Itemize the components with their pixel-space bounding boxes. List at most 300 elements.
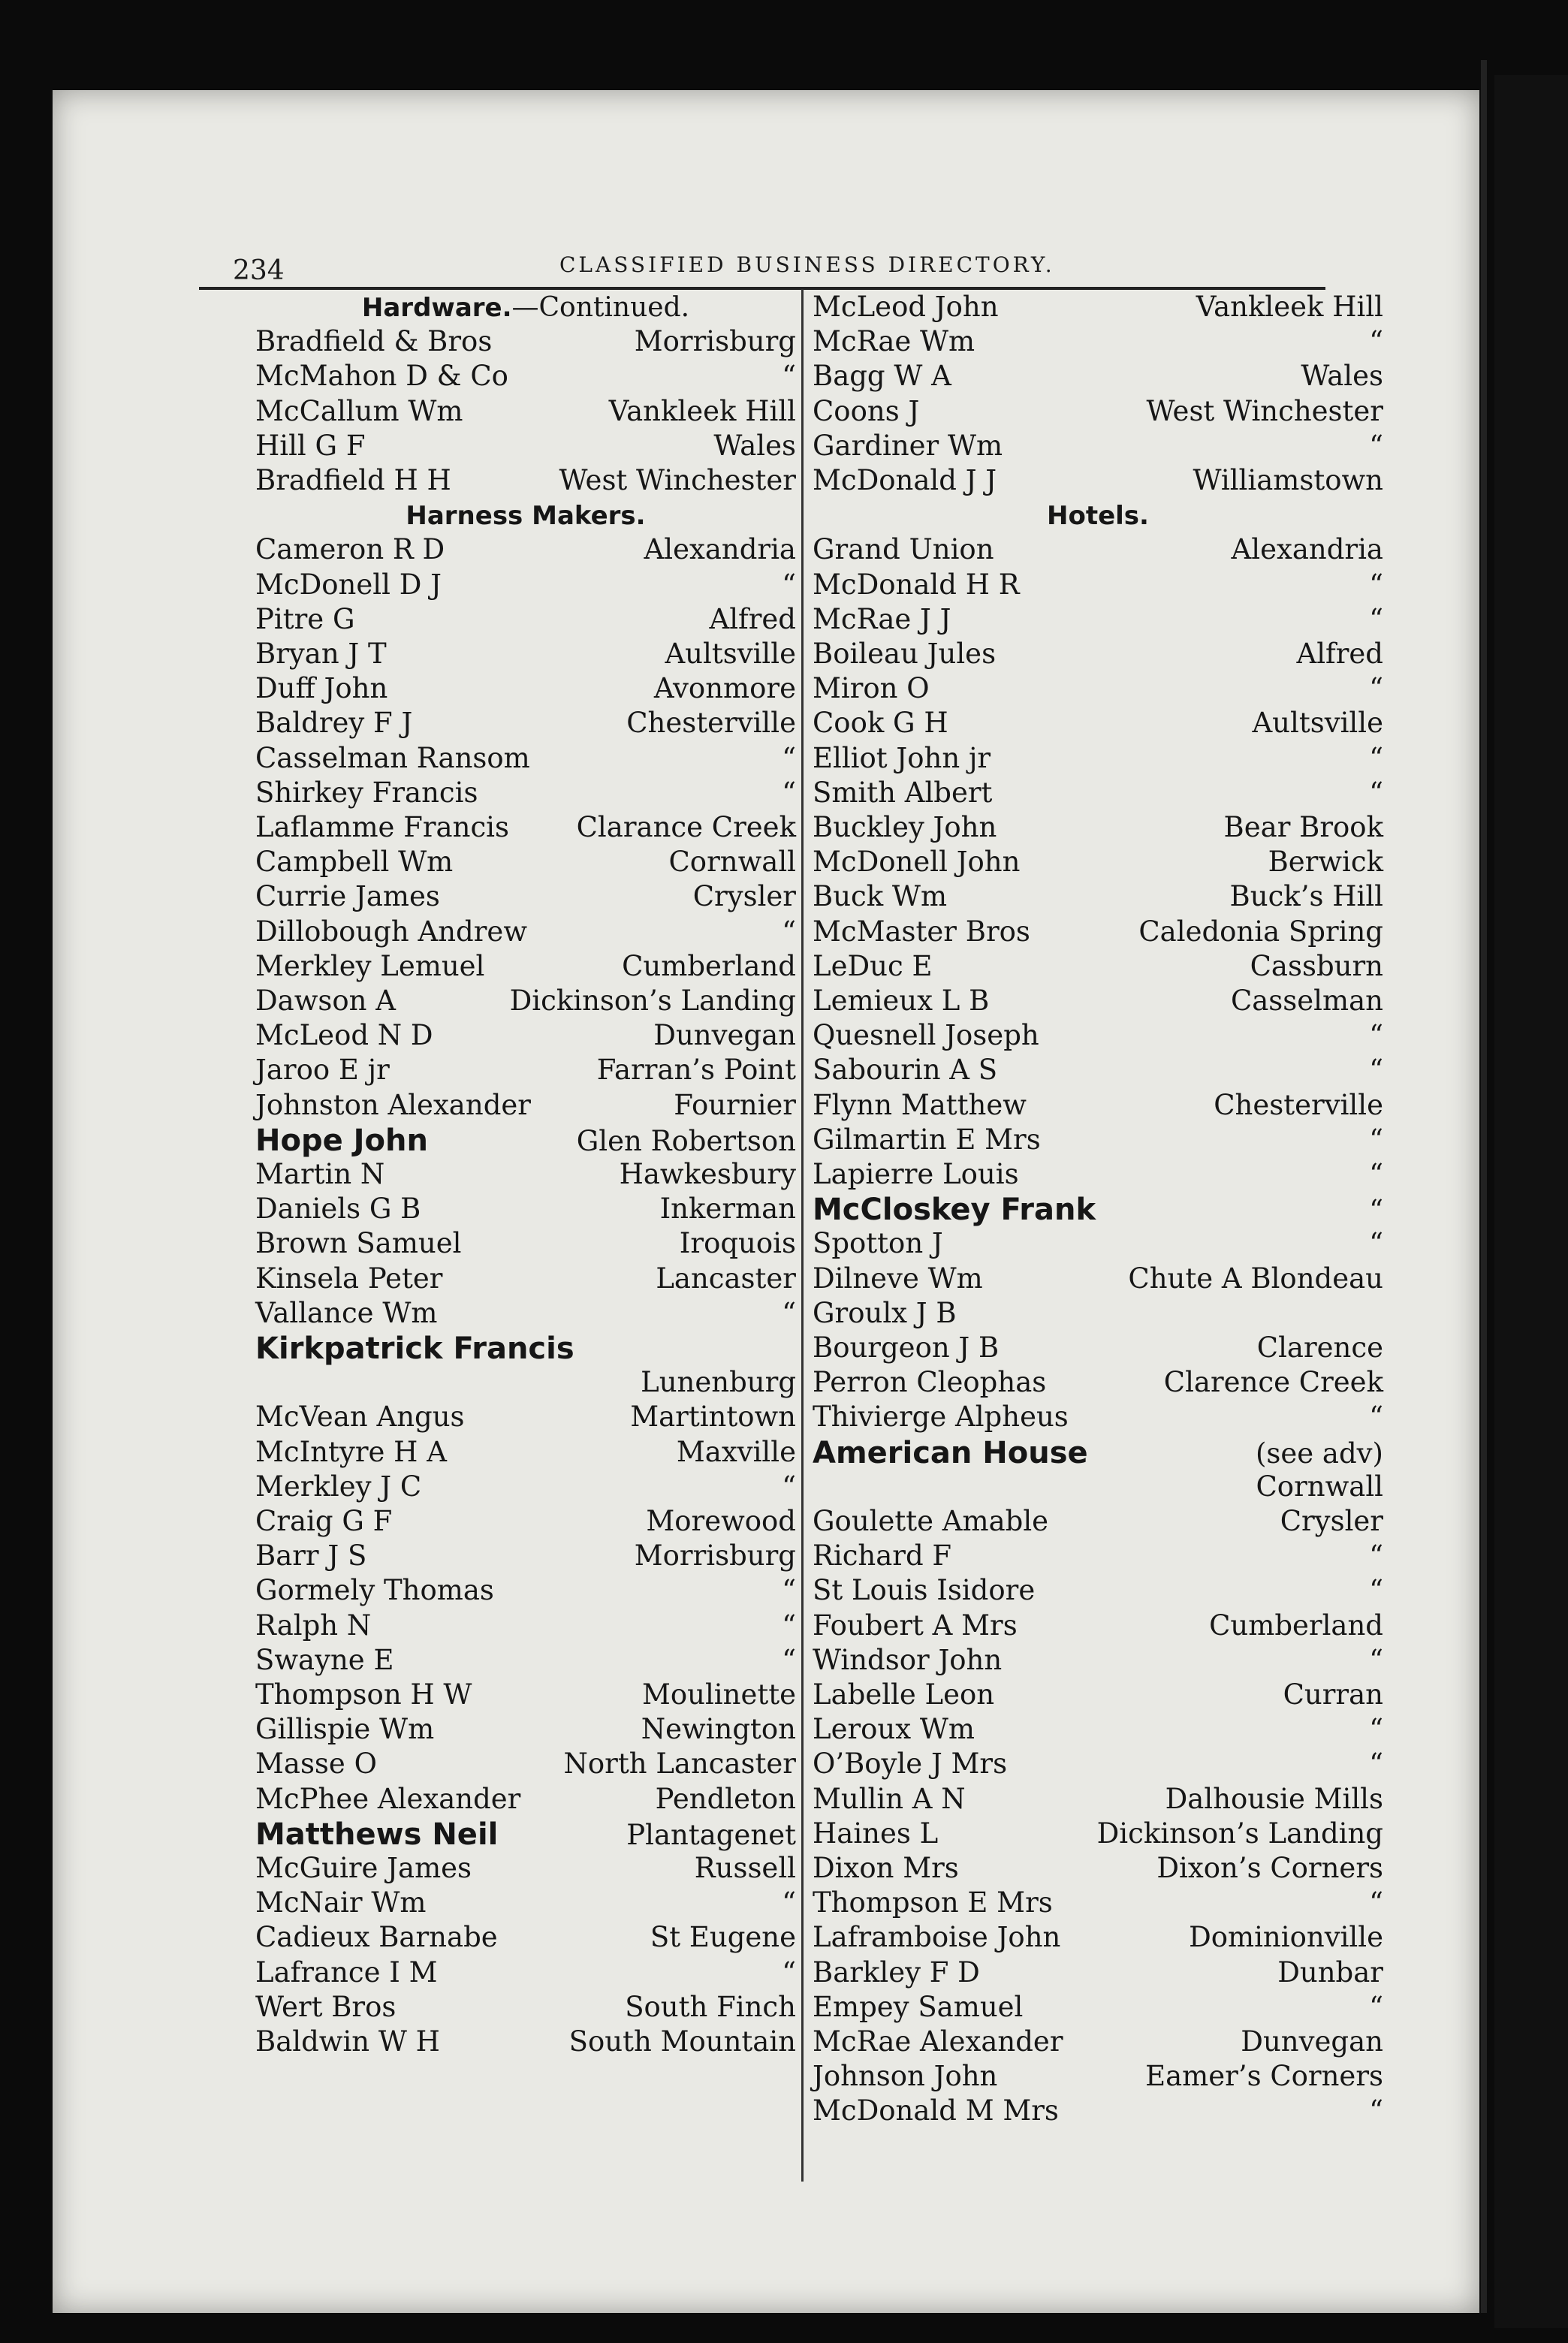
entry-location: “: [782, 1956, 796, 1989]
directory-entry: [255, 1195, 796, 1229]
entry-location: Morewood: [646, 1505, 796, 1537]
entry-name: McMahon D & Co: [255, 360, 508, 392]
entry-location: “: [1369, 1054, 1383, 1086]
entry-location: Cornwall: [1256, 1470, 1383, 1503]
entry-name: Campbell Wm: [255, 846, 454, 878]
directory-entry: [813, 1886, 1383, 1923]
entry-name: Miron O: [813, 672, 930, 704]
entry-name: Currie James: [255, 880, 440, 912]
entry-location: Martintown: [630, 1401, 796, 1433]
entry-name: Sabourin A S: [813, 1054, 998, 1086]
entry-name: Windsor John: [813, 1644, 1003, 1676]
directory-entry: [813, 987, 1383, 1021]
entry-location: Eamer’s Corners: [1145, 2060, 1383, 2092]
entry-location: Iroquois: [679, 1227, 796, 1259]
entry-name: Laflamme Francis: [255, 811, 509, 843]
entry-name: Elliot John jr: [813, 742, 991, 774]
entry-name: Thivierge Alpheus: [813, 1401, 1069, 1433]
entry-name: Gardiner Wm: [813, 430, 1003, 462]
entry-name: Buckley John: [813, 811, 997, 843]
entry-name: Smith Albert: [813, 776, 993, 809]
directory-entry: [255, 605, 796, 640]
entry-location: “: [782, 742, 796, 774]
directory-entry: [813, 882, 1383, 917]
entry-location: Dunvegan: [653, 1019, 796, 1051]
directory-entry: [813, 1539, 1383, 1576]
page-edge-line: [1481, 60, 1487, 2313]
directory-entry: [255, 1403, 796, 1437]
directory-entry: [813, 432, 1383, 466]
directory-entry: [255, 1854, 796, 1889]
directory-entry: [813, 1993, 1383, 2028]
directory-entry: [813, 776, 1383, 813]
directory-entry: [255, 915, 796, 952]
entry-name: McRae Wm: [813, 325, 975, 357]
entry-name: McRae Alexander: [813, 2025, 1063, 2058]
entry-location: Dominionville: [1189, 1921, 1383, 1953]
directory-entry: [813, 744, 1383, 779]
entry-location: Dickinson’s Landing: [1096, 1817, 1383, 1850]
entry-location: Alexandria: [644, 533, 796, 565]
entry-location: Clarence Creek: [1163, 1366, 1383, 1398]
entry-location: “: [1369, 1644, 1383, 1676]
entry-location: “: [1369, 1227, 1383, 1259]
entry-location: Chute A Blondeau: [1128, 1262, 1383, 1295]
entry-name: McMaster Bros: [813, 915, 1030, 948]
directory-entry: [255, 1091, 796, 1126]
entry-name: Laframboise John: [813, 1921, 1061, 1953]
section-heading-title: Hotels.: [1047, 501, 1149, 531]
directory-entry: [813, 1091, 1383, 1126]
entry-name: O’Boyle J Mrs: [813, 1747, 1008, 1780]
entry-location: “: [1369, 1886, 1383, 1919]
entry-location: Wales: [713, 430, 796, 462]
entry-name: Baldrey F J: [255, 707, 413, 739]
entry-location: “: [1369, 1401, 1383, 1433]
entry-name: McVean Angus: [255, 1401, 465, 1433]
entry-name: Johnston Alexander: [255, 1089, 531, 1121]
directory-entry: [813, 640, 1383, 674]
directory-entry: [255, 1817, 796, 1854]
entry-name: Casselman Ransom: [255, 742, 530, 774]
entry-location: Dalhousie Mills: [1165, 1783, 1383, 1815]
entry-name: Grand Union: [813, 533, 994, 565]
entry-location: Aultsville: [665, 638, 796, 670]
directory-entry: [255, 1160, 796, 1195]
entry-location: Bear Brook: [1223, 811, 1383, 843]
directory-entry: [255, 744, 796, 779]
entry-name: Dawson A: [255, 985, 396, 1017]
entry-name: McLeod John: [813, 291, 999, 323]
entry-name: McIntyre H A: [255, 1436, 447, 1468]
entry-location: Farran’s Point: [596, 1054, 796, 1086]
entry-location: Cassburn: [1250, 950, 1383, 982]
entry-location: “: [1369, 1991, 1383, 2023]
directory-entry: [255, 882, 796, 917]
entry-location: “: [1369, 776, 1383, 809]
entry-name: Gormely Thomas: [255, 1574, 494, 1606]
entry-location: Wales: [1301, 360, 1383, 392]
directory-entry: [813, 1229, 1383, 1264]
entry-name: Bradfield & Bros: [255, 325, 493, 357]
directory-entry: [813, 1715, 1383, 1750]
entry-location: Crysler: [1280, 1505, 1383, 1537]
entry-location: Dixon’s Corners: [1156, 1852, 1383, 1884]
entry-location: Cornwall: [668, 846, 796, 878]
entry-location: “: [782, 1886, 796, 1919]
entry-location: Glen Robertson: [576, 1125, 796, 1157]
directory-entry: [255, 1299, 796, 1334]
entry-name: Duff John: [255, 672, 388, 704]
entry-name: Lemieux L B: [813, 985, 990, 1017]
directory-entry: [255, 535, 796, 570]
entry-location: “: [1369, 1019, 1383, 1051]
directory-entry: [255, 1609, 796, 1646]
page-title: CLASSIFIED BUSINESS DIRECTORY.: [559, 252, 1055, 277]
entry-location: Morrisburg: [634, 325, 796, 357]
directory-entry: [813, 813, 1383, 848]
directory-entry: [255, 1056, 796, 1090]
entry-location: “: [1369, 1539, 1383, 1572]
entry-location: Cumberland: [1209, 1609, 1383, 1642]
directory-entry: [255, 776, 796, 813]
entry-location: Avonmore: [653, 672, 796, 704]
directory-entry: [813, 709, 1383, 743]
directory-entry: [255, 1331, 796, 1368]
directory-entry: [813, 1956, 1383, 1993]
entry-name: Cameron R D: [255, 533, 445, 565]
directory-entry: [813, 327, 1383, 362]
entry-name: Barkley F D: [813, 1956, 980, 1989]
directory-entry: [255, 1923, 796, 1958]
directory-entry: [255, 1507, 796, 1542]
entry-name: Barr J S: [255, 1539, 367, 1572]
entry-name: McDonald M Mrs: [813, 2094, 1059, 2127]
directory-entry: [813, 2062, 1383, 2097]
entry-name: Bryan J T: [255, 638, 387, 670]
directory-entry: [255, 1715, 796, 1750]
entry-location: Chesterville: [626, 707, 796, 739]
entry-location: Caledonia Spring: [1138, 915, 1383, 948]
entry-name: Bourgeon J B: [813, 1331, 1000, 1364]
directory-entry: [255, 1229, 796, 1264]
entry-name: Buck Wm: [813, 880, 948, 912]
directory-entry: [813, 1678, 1383, 1715]
entry-location: Alfred: [709, 603, 796, 635]
entry-name: Cook G H: [813, 707, 948, 739]
entry-location: Chesterville: [1214, 1089, 1383, 1121]
directory-entry: [255, 1262, 796, 1299]
entry-location: West Winchester: [559, 464, 796, 496]
entry-name: Perron Cleophas: [813, 1366, 1047, 1398]
entry-location: “: [782, 1297, 796, 1329]
entry-location: “: [1369, 1158, 1383, 1190]
entry-location: Crysler: [692, 880, 796, 912]
section-heading-title: Harness Makers.: [406, 501, 646, 531]
entry-location: Clarance Creek: [576, 811, 796, 843]
directory-entry: [813, 1021, 1383, 1056]
directory-entry: [255, 952, 796, 987]
entry-location: Fournier: [674, 1089, 796, 1121]
entry-location: Vankleek Hill: [1196, 291, 1383, 323]
entry-name: Goulette Amable: [813, 1505, 1049, 1537]
entry-location: “: [782, 1574, 796, 1606]
entry-location: “: [1369, 325, 1383, 357]
adjacent-page-edge: [1494, 75, 1568, 2328]
entry-name: Bradfield H H: [255, 464, 451, 496]
entry-location: “: [782, 1609, 796, 1642]
directory-entry: [255, 1368, 796, 1403]
directory-entry: [813, 293, 1383, 327]
directory-entry: [255, 1646, 796, 1681]
entry-name: McNair Wm: [255, 1886, 427, 1919]
directory-entry: [255, 466, 796, 501]
directory-entry: [813, 1262, 1383, 1299]
directory-entry: [255, 1993, 796, 2028]
entry-location: South Finch: [625, 1991, 796, 2023]
entry-name: McGuire James: [255, 1852, 472, 1884]
directory-entry: [255, 813, 796, 848]
entry-location: Dickinson’s Landing: [509, 985, 796, 1017]
entry-name: Merkley Lemuel: [255, 950, 485, 982]
entry-location: Dunbar: [1277, 1956, 1383, 1989]
entry-name: Foubert A Mrs: [813, 1609, 1018, 1642]
entry-location: Casselman: [1230, 985, 1383, 1017]
entry-name: Dilneve Wm: [813, 1262, 983, 1295]
directory-entry: [255, 397, 796, 432]
directory-entry: [813, 1056, 1383, 1090]
entry-name: Matthews Neil: [255, 1817, 499, 1852]
directory-entry: [255, 848, 796, 882]
entry-location: Clarence: [1256, 1331, 1383, 1364]
entry-name: Daniels G B: [255, 1193, 421, 1225]
entry-location: Morrisburg: [634, 1539, 796, 1572]
directory-entry: [813, 362, 1383, 397]
directory-entry: [255, 1747, 796, 1784]
entry-location: Aultsville: [1252, 707, 1383, 739]
entry-name: Kinsela Peter: [255, 1262, 443, 1295]
entry-name: McDonell John: [813, 846, 1021, 878]
directory-entry: [813, 1331, 1383, 1368]
page-header: [199, 242, 1325, 290]
entry-location: West Winchester: [1146, 395, 1383, 427]
entry-location: “: [782, 776, 796, 809]
entry-location: “: [782, 568, 796, 601]
entry-name: Dillobough Andrew: [255, 915, 527, 948]
entry-location: Dunvegan: [1241, 2025, 1383, 2058]
entry-name: Groulx J B: [813, 1297, 957, 1329]
entry-location: “: [1369, 1713, 1383, 1745]
entry-location: Vankleek Hill: [608, 395, 796, 427]
entry-location: Alexandria: [1231, 533, 1383, 565]
entry-name: Lafrance I M: [255, 1956, 438, 1989]
entry-name: Brown Samuel: [255, 1227, 462, 1259]
directory-entry: [813, 1160, 1383, 1195]
directory-entry: [813, 915, 1383, 952]
directory-entry: [813, 568, 1383, 605]
entry-location: Moulinette: [641, 1678, 796, 1711]
entry-name: Thompson H W: [255, 1678, 472, 1711]
entry-location: (see adv): [1255, 1437, 1383, 1470]
directory-entry: [813, 1507, 1383, 1542]
entry-name: Jaroo E jr: [255, 1054, 390, 1086]
entry-name: McPhee Alexander: [255, 1783, 521, 1815]
directory-entry: [255, 1785, 796, 1820]
entry-location: “: [1369, 672, 1383, 704]
entry-name: Pitre G: [255, 603, 355, 635]
directory-entry: [813, 1854, 1383, 1889]
directory-entry: [255, 432, 796, 466]
entry-name: Ralph N: [255, 1609, 372, 1642]
entry-location: Buck’s Hill: [1229, 880, 1383, 912]
entry-location: “: [782, 915, 796, 948]
directory-entry: [255, 1956, 796, 1993]
entry-location: “: [1369, 1194, 1383, 1226]
column-divider: [801, 289, 804, 2182]
entry-name: Wert Bros: [255, 1991, 397, 2023]
entry-name: Cadieux Barnabe: [255, 1921, 498, 1953]
entry-name: St Louis Isidore: [813, 1574, 1036, 1606]
entry-location: Curran: [1283, 1678, 1383, 1711]
entry-name: Bagg W A: [813, 360, 951, 392]
entry-location: “: [1369, 603, 1383, 635]
entry-name: Flynn Matthew: [813, 1089, 1027, 1121]
directory-entry: [255, 1438, 796, 1473]
entry-location: Berwick: [1268, 846, 1383, 878]
directory-entry: [255, 987, 796, 1021]
directory-entry: [255, 674, 796, 709]
entry-name: Labelle Leon: [813, 1678, 995, 1711]
entry-name: Gilmartin E Mrs: [813, 1123, 1041, 1156]
section-heading: [255, 501, 796, 535]
directory-entry: [813, 848, 1383, 882]
entry-location: South Mountain: [568, 2025, 796, 2058]
entry-location: “: [1369, 742, 1383, 774]
entry-name: Merkley J C: [255, 1470, 422, 1503]
entry-name: Martin N: [255, 1158, 385, 1190]
page-number: 234: [233, 255, 285, 286]
entry-name: McDonald H R: [813, 568, 1020, 601]
entry-location: Russell: [694, 1852, 796, 1884]
entry-name: Quesnell Joseph: [813, 1019, 1039, 1051]
directory-entry: [255, 1539, 796, 1576]
entry-location: “: [1369, 1123, 1383, 1156]
directory-entry: [813, 1368, 1383, 1403]
entry-location: “: [1369, 568, 1383, 601]
directory-entry: [813, 1609, 1383, 1646]
directory-entry: [813, 2025, 1383, 2062]
directory-entry: [255, 640, 796, 674]
directory-entry: [255, 362, 796, 397]
entry-name: Coons J: [813, 395, 920, 427]
entry-location: St Eugene: [650, 1921, 796, 1953]
entry-location: Cumberland: [622, 950, 796, 982]
entry-location: North Lancaster: [563, 1747, 796, 1780]
entry-name: American House: [813, 1436, 1088, 1470]
entry-name: Lapierre Louis: [813, 1158, 1019, 1190]
directory-entry: [813, 1923, 1383, 1958]
entry-name: Johnson John: [813, 2060, 998, 2092]
directory-entry: [255, 1021, 796, 1056]
directory-entry: [813, 466, 1383, 501]
directory-entry: [813, 1403, 1383, 1437]
directory-entry: [813, 952, 1383, 987]
entry-name: Masse O: [255, 1747, 377, 1780]
entry-name: Kirkpatrick Francis: [255, 1331, 574, 1366]
entry-name: Vallance Wm: [255, 1297, 438, 1329]
entry-name: Swayne E: [255, 1644, 394, 1676]
directory-entry: [255, 709, 796, 743]
directory-entry: [813, 1299, 1383, 1334]
entry-name: Gillispie Wm: [255, 1713, 435, 1745]
entry-location: Williamstown: [1193, 464, 1383, 496]
directory-entry: [813, 1470, 1383, 1507]
entry-location: Maxville: [676, 1436, 796, 1468]
directory-entry: [813, 605, 1383, 640]
directory-entry: [813, 1817, 1383, 1854]
entry-name: McDonald J J: [813, 464, 997, 496]
section-heading: [813, 501, 1383, 535]
entry-location: “: [1369, 1747, 1383, 1780]
directory-entry: [813, 397, 1383, 432]
directory-entry: [255, 1576, 796, 1611]
section-heading: [255, 293, 796, 327]
directory-entry: [255, 2025, 796, 2062]
entry-name: Hill G F: [255, 430, 366, 462]
directory-entry: [813, 1123, 1383, 1160]
entry-location: Lancaster: [656, 1262, 796, 1295]
entry-location: “: [1369, 2094, 1383, 2127]
entry-name: Shirkey Francis: [255, 776, 478, 809]
entry-location: Lunenburg: [641, 1366, 796, 1398]
directory-entry: [813, 1785, 1383, 1820]
entry-location: “: [782, 1644, 796, 1676]
entry-name: Craig G F: [255, 1505, 393, 1537]
directory-entry: [255, 327, 796, 362]
entry-name: McCallum Wm: [255, 395, 463, 427]
section-heading-continued: —Continued.: [511, 292, 690, 323]
directory-entry: [813, 1747, 1383, 1784]
entry-name: Richard F: [813, 1539, 952, 1572]
entry-name: Boileau Jules: [813, 638, 997, 670]
entry-location: Pendleton: [655, 1783, 796, 1815]
directory-entry: [255, 1886, 796, 1923]
directory-entry: [255, 1470, 796, 1507]
entry-location: “: [782, 1470, 796, 1503]
directory-entry: [813, 1576, 1383, 1611]
entry-location: Hawkesbury: [619, 1158, 796, 1190]
entry-name: LeDuc E: [813, 950, 933, 982]
entry-location: “: [1369, 1574, 1383, 1606]
entry-name: Haines L: [813, 1817, 939, 1850]
directory-entry: [813, 1438, 1383, 1473]
entry-name: Leroux Wm: [813, 1713, 975, 1745]
entry-name: Baldwin W H: [255, 2025, 440, 2058]
directory-entry: [813, 535, 1383, 570]
directory-entry: [255, 1678, 796, 1715]
entry-location: “: [1369, 430, 1383, 462]
entry-location: Alfred: [1296, 638, 1383, 670]
directory-entry: [255, 568, 796, 605]
entry-location: Newington: [641, 1713, 796, 1745]
entry-name: McRae J J: [813, 603, 951, 635]
entry-name: Hope John: [255, 1123, 428, 1158]
section-heading-title: Hardware.: [361, 293, 512, 323]
directory-entry: [813, 1646, 1383, 1681]
entry-location: Plantagenet: [626, 1819, 796, 1851]
entry-name: Spotton J: [813, 1227, 943, 1259]
entry-name: McLeod N D: [255, 1019, 433, 1051]
